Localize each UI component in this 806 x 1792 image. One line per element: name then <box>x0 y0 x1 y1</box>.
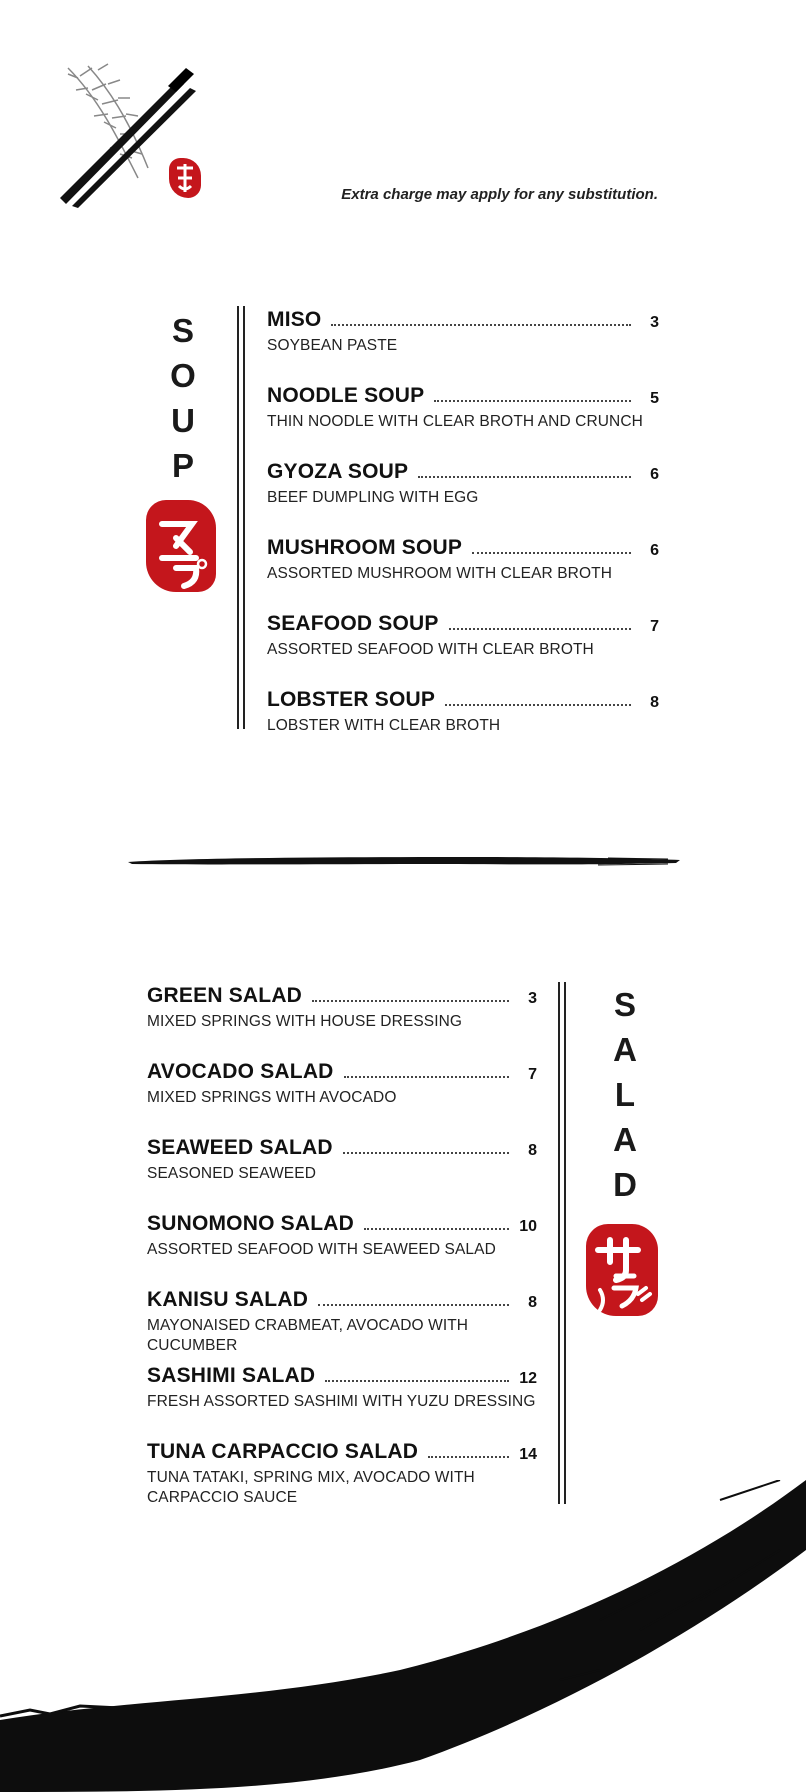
item-description: ASSORTED SEAFOOD WITH SEAWEED SALAD <box>147 1241 496 1258</box>
item-price: 7 <box>528 1066 537 1083</box>
item-description: MAYONAISED CRABMEAT, AVOCADO WITH CUCUMBER <box>147 1317 469 1354</box>
list-item <box>267 306 659 382</box>
item-price: 12 <box>519 1370 537 1387</box>
item-name: GREEN SALAD <box>147 984 303 1007</box>
list-item <box>147 1362 537 1438</box>
title-letter: O <box>170 357 196 394</box>
list-item <box>147 1058 537 1134</box>
item-description: SOYBEAN PASTE <box>267 337 398 354</box>
dot-leader <box>344 1076 509 1078</box>
list-item <box>267 610 659 686</box>
item-description: SEASONED SEAWEED <box>147 1165 316 1182</box>
dot-leader <box>434 400 631 402</box>
salad-divider-right <box>564 982 566 1504</box>
list-item <box>267 686 659 762</box>
item-description: FRESH ASSORTED SASHIMI WITH YUZU DRESSING <box>147 1393 536 1410</box>
item-description: BEEF DUMPLING WITH EGG <box>267 489 479 506</box>
item-name: SUNOMONO SALAD <box>147 1212 354 1235</box>
item-description: MIXED SPRINGS WITH AVOCADO <box>147 1089 397 1106</box>
item-price: 7 <box>650 618 659 635</box>
item-description: ASSORTED MUSHROOM WITH CLEAR BROTH <box>267 565 612 582</box>
item-description: ASSORTED SEAFOOD WITH CLEAR BROTH <box>267 641 594 658</box>
title-letter: U <box>171 402 195 439</box>
brush-swoosh-decoration <box>0 1480 806 1792</box>
item-name: SEAFOOD SOUP <box>267 612 439 635</box>
item-name: SASHIMI SALAD <box>147 1364 316 1387</box>
item-price: 5 <box>650 390 659 407</box>
dot-leader <box>472 552 631 554</box>
item-price: 14 <box>519 1446 537 1463</box>
salad-seal-glyph <box>586 1224 658 1316</box>
substitution-notice: Extra charge may apply for any substitution. <box>341 186 658 203</box>
title-letter: A <box>613 1031 637 1068</box>
item-price: 6 <box>650 542 659 559</box>
item-name: MUSHROOM SOUP <box>267 536 463 559</box>
item-description: THIN NOODLE WITH CLEAR BROTH AND CRUNCH <box>267 413 643 430</box>
item-name: KANISU SALAD <box>147 1288 309 1311</box>
soup-list <box>267 306 659 762</box>
dot-leader <box>445 704 631 706</box>
item-price: 6 <box>650 466 659 483</box>
item-name: NOODLE SOUP <box>267 384 425 407</box>
item-name: MISO <box>267 308 322 331</box>
title-letter: A <box>613 1121 637 1158</box>
soup-seal-glyph <box>146 500 216 592</box>
list-item <box>147 1134 537 1210</box>
salad-divider-left <box>558 982 560 1504</box>
item-description: TUNA TATAKI, SPRING MIX, AVOCADO WITH CARPACCIO SAUCE <box>147 1469 475 1506</box>
dot-leader <box>312 1000 509 1002</box>
dot-leader <box>343 1152 509 1154</box>
title-letter: S <box>613 986 636 1023</box>
salad-seal <box>586 1224 658 1316</box>
list-item <box>147 1210 537 1286</box>
title-letter: D <box>613 1166 637 1203</box>
item-description: LOBSTER WITH CLEAR BROTH <box>267 717 501 734</box>
list-item <box>267 534 659 610</box>
dot-leader <box>318 1304 509 1306</box>
dot-leader <box>331 324 631 326</box>
dot-leader <box>428 1456 509 1458</box>
dot-leader <box>418 476 631 478</box>
list-item <box>147 982 537 1058</box>
title-letter: P <box>171 447 194 484</box>
title-letter: S <box>171 312 194 349</box>
soup-vertical-title <box>163 308 203 488</box>
item-price: 8 <box>528 1294 537 1311</box>
soup-divider-right <box>243 306 245 729</box>
dot-leader <box>325 1380 509 1382</box>
list-item <box>267 382 659 458</box>
salad-vertical-title <box>605 982 645 1207</box>
item-price: 10 <box>519 1218 537 1235</box>
dot-leader <box>364 1228 509 1230</box>
item-price: 8 <box>528 1142 537 1159</box>
item-name: GYOZA SOUP <box>267 460 409 483</box>
soup-seal <box>146 500 216 592</box>
list-item <box>147 1286 537 1362</box>
soup-divider-left <box>237 306 239 729</box>
item-price: 3 <box>650 314 659 331</box>
list-item <box>267 458 659 534</box>
item-description: MIXED SPRINGS WITH HOUSE DRESSING <box>147 1013 463 1030</box>
dot-leader <box>449 628 631 630</box>
item-name: TUNA CARPACCIO SALAD <box>147 1440 419 1463</box>
brush-stroke-divider <box>128 852 680 872</box>
salad-list <box>147 982 537 1508</box>
item-name: LOBSTER SOUP <box>267 688 436 711</box>
item-name: AVOCADO SALAD <box>147 1060 334 1083</box>
item-price: 8 <box>650 694 659 711</box>
title-letter: L <box>614 1076 636 1113</box>
item-name: SEAWEED SALAD <box>147 1136 333 1159</box>
item-price: 3 <box>528 990 537 1007</box>
